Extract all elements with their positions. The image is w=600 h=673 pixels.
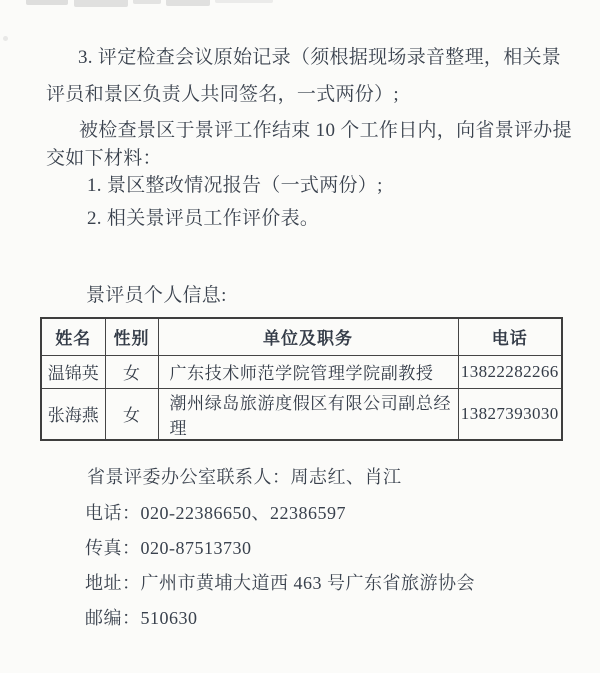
scan-artifact-top-edge xyxy=(166,0,210,6)
paragraph-submission-line-2: 交如下材料： xyxy=(46,148,162,169)
scan-artifact-top-edge xyxy=(215,0,273,3)
paragraph-submission-line-1: 被检查景区于景评工作结束 10 个工作日内，向省景评办提 xyxy=(79,120,572,141)
contact-person-line: 省景评委办公室联系人：周志红、肖江 xyxy=(87,467,402,487)
scan-artifact-top-edge xyxy=(133,0,161,4)
cell-unit-position: 广东技术师范学院管理学院副教授 xyxy=(158,355,458,388)
list-item-2: 2. 相关景评员工作评价表。 xyxy=(87,208,320,229)
cell-unit-position: 潮州绿岛旅游度假区有限公司副总经理 xyxy=(158,388,458,440)
contact-postal-code-line: 邮编：510630 xyxy=(85,608,198,628)
evaluators-table xyxy=(40,317,563,441)
cell-gender: 女 xyxy=(105,355,158,388)
column-header-name: 姓名 xyxy=(41,318,105,355)
column-header-gender: 性别 xyxy=(105,318,158,355)
list-item-1: 1. 景区整改情况报告（一式两份）; xyxy=(87,175,383,196)
table-row xyxy=(41,388,562,440)
table-row xyxy=(41,355,562,388)
cell-gender: 女 xyxy=(105,388,158,440)
column-header-unit-position: 单位及职务 xyxy=(158,318,458,355)
cell-name: 张海燕 xyxy=(41,388,105,440)
list-item-3-line-2: 评员和景区负责人共同签名，一式两份）; xyxy=(46,84,399,105)
scan-artifact-top-edge xyxy=(74,0,128,7)
scan-artifact-top-edge xyxy=(26,0,68,5)
scan-artifact-speck xyxy=(3,36,8,41)
contact-phone-line: 电话：020-22386650、22386597 xyxy=(85,503,346,523)
contact-address-line: 地址：广州市黄埔大道西 463 号广东省旅游协会 xyxy=(85,573,475,593)
table-header-row xyxy=(41,318,562,355)
contact-fax-line: 传真：020-87513730 xyxy=(85,538,252,558)
list-item-3-line-1: 3. 评定检查会议原始记录（须根据现场录音整理，相关景 xyxy=(78,47,562,68)
section-title-evaluator-info: 景评员个人信息: xyxy=(86,285,227,306)
column-header-phone: 电话 xyxy=(458,318,562,355)
cell-phone: 13827393030 xyxy=(458,388,562,440)
cell-phone: 13822282266 xyxy=(458,355,562,388)
cell-name: 温锦英 xyxy=(41,355,105,388)
